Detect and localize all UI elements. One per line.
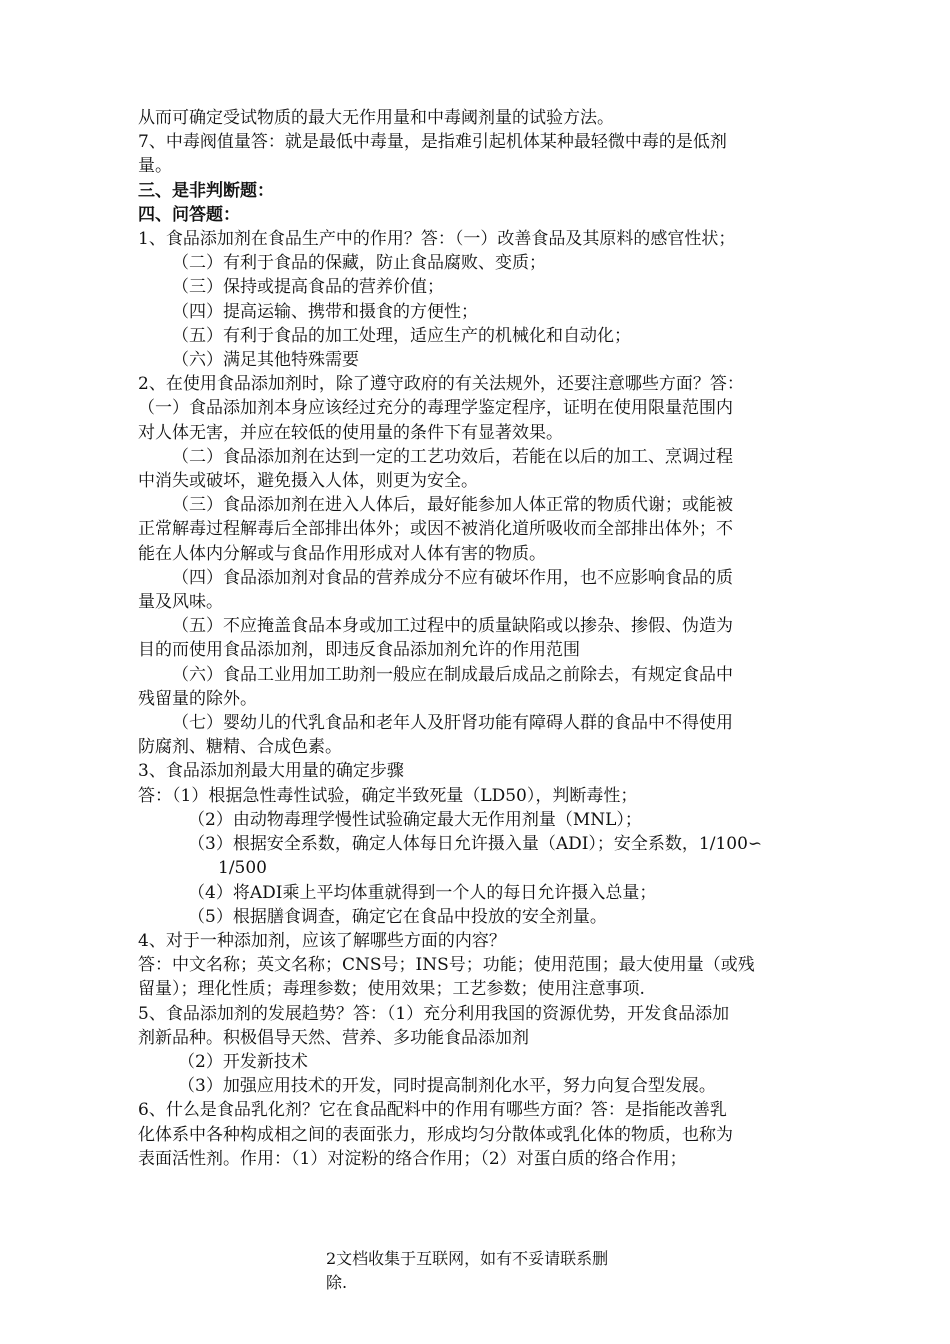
text-line: 答：（1）根据急性毒性试验，确定半致死量（LD50），判断毒性；	[138, 785, 638, 806]
document-body	[138, 106, 818, 1171]
text-line: 4、对于一种添加剂，应该了解哪些方面的内容？	[138, 930, 506, 951]
text-line: 留量）；理化性质；毒理参数；使用效果；工艺参数；使用注意事项.	[138, 979, 645, 1000]
text-line: （5）根据膳食调查，确定它在食品中投放的安全剂量。	[188, 906, 607, 927]
text-line: 表面活性剂。作用：（1）对淀粉的络合作用；（2）对蛋白质的络合作用；	[138, 1148, 687, 1169]
text-line: 5、食品添加剂的发展趋势？答：（1）充分利用我国的资源优势，开发食品添加	[138, 1003, 730, 1024]
text-line: 正常解毒过程解毒后全部排出体外；或因不被消化道所吸收而全部排出体外；不	[138, 519, 733, 540]
text-line: 量及风味。	[138, 592, 223, 613]
text-line: 2、在使用食品添加剂时，除了遵守政府的有关法规外，还要注意哪些方面？答：	[138, 374, 744, 395]
text-line: （三）食品添加剂在进入人体后，最好能参加人体正常的物质代谢；或能被	[172, 495, 733, 516]
text-line: 中消失或破坏，避免摄入人体，则更为安全。	[138, 471, 478, 492]
text-line: 目的而使用食品添加剂，即违反食品添加剂允许的作用范围	[138, 640, 580, 661]
text-line: 化体系中各种构成相之间的表面张力，形成均匀分散体或乳化体的物质，也称为	[138, 1124, 733, 1145]
text-line: 量。	[138, 156, 172, 177]
text-line: 残留量的除外。	[138, 688, 257, 709]
section-heading: 三、是非判断题：	[138, 180, 274, 201]
section-heading: 四、问答题：	[138, 204, 240, 225]
text-line: 1、食品添加剂在食品生产中的作用？答：（一）改善食品及其原料的感官性状；	[138, 229, 736, 250]
text-line: （六）满足其他特殊需要	[172, 350, 359, 371]
page-footer	[326, 1247, 646, 1295]
text-line: 防腐剂、糖精、合成色素。	[138, 737, 342, 758]
text-line: 对人体无害，并应在较低的使用量的条件下有显著效果。	[138, 422, 563, 443]
text-line: （三）保持或提高食品的营养价值；	[172, 277, 444, 298]
text-line: （2）由动物毒理学慢性试验确定最大无作用剂量（MNL）；	[188, 809, 642, 830]
text-line: 答：中文名称；英文名称；CNS号；INS号；功能；使用范围；最大使用量（或残	[138, 955, 755, 976]
text-line: （3）加强应用技术的开发，同时提高制剂化水平，努力向复合型发展。	[178, 1076, 716, 1097]
text-line: （一）食品添加剂本身应该经过充分的毒理学鉴定程序，证明在使用限量范围内	[138, 398, 733, 419]
text-line: 剂新品种。积极倡导天然、营养、多功能食品添加剂	[138, 1027, 529, 1048]
text-line: （四）提高运输、携带和摄食的方便性；	[172, 301, 478, 322]
text-line: （六）食品工业用加工助剂一般应在制成最后成品之前除去，有规定食品中	[172, 664, 733, 685]
text-line: （二）食品添加剂在达到一定的工艺功效后，若能在以后的加工、烹调过程	[172, 446, 733, 467]
text-line: 从而可确定受试物质的最大无作用量和中毒阈剂量的试验方法。	[138, 108, 614, 128]
footer-line-2: 除.	[326, 1273, 348, 1292]
text-line: （2）开发新技术	[178, 1051, 308, 1072]
text-line: 能在人体内分解或与食品作用形成对人体有害的物质。	[138, 543, 546, 564]
text-line: 6、什么是食品乳化剂？它在食品配料中的作用有哪些方面？答：是指能改善乳	[138, 1100, 727, 1121]
text-line: （七）婴幼儿的代乳食品和老年人及肝肾功能有障碍人群的食品中不得使用	[172, 713, 733, 734]
text-line: （四）食品添加剂对食品的营养成分不应有破坏作用，也不应影响食品的质	[172, 567, 733, 588]
text-line: （五）不应掩盖食品本身或加工过程中的质量缺陷或以掺杂、掺假、伪造为	[172, 616, 733, 637]
text-line: （二）有利于食品的保藏，防止食品腐败、变质；	[172, 253, 546, 274]
text-line: （五）有利于食品的加工处理，适应生产的机械化和自动化；	[172, 325, 631, 346]
text-line: 3、食品添加剂最大用量的确定步骤	[138, 761, 404, 782]
text-line: 1/500	[218, 858, 267, 879]
text-line: （3）根据安全系数，确定人体每日允许摄入量（ADI）；安全系数，1/100∽	[188, 834, 763, 855]
text-line: 7、中毒阀值量答：就是最低中毒量，是指难引起机体某种最轻微中毒的是低剂	[138, 132, 727, 153]
footer-line-1: 2文档收集于互联网，如有不妥请联系删	[326, 1249, 609, 1268]
text-line: （4）将ADI乘上平均体重就得到一个人的每日允许摄入总量；	[188, 882, 657, 903]
